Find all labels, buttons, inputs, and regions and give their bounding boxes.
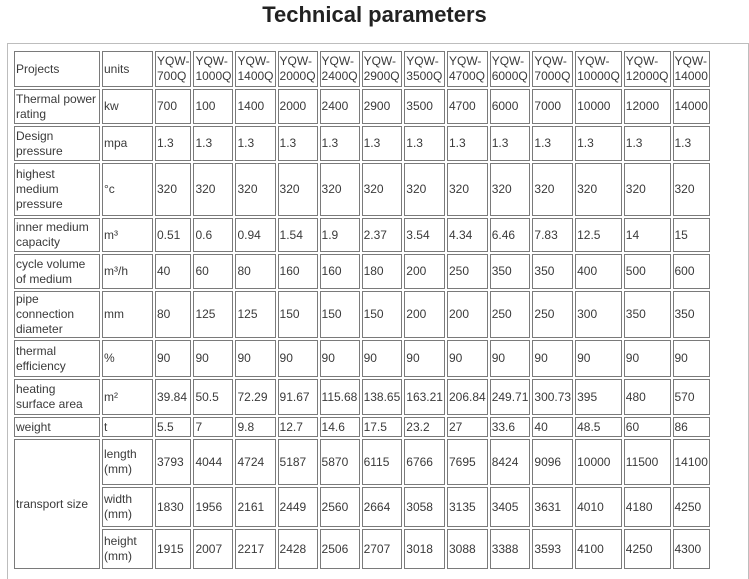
model-suffix: 2900Q (363, 69, 400, 83)
model-header (278, 51, 318, 87)
model-header (362, 51, 403, 87)
parameter-value: 60 (624, 417, 671, 437)
model-prefix: YQW- (406, 54, 439, 68)
parameter-value: 90 (404, 340, 445, 377)
parameter-value: 3.54 (404, 218, 445, 252)
parameter-value: 33.6 (490, 417, 531, 437)
parameter-value: 160 (320, 254, 360, 289)
parameter-value: 1.3 (155, 126, 191, 161)
model-suffix: 700Q (157, 69, 187, 83)
table-row (14, 487, 710, 527)
model-suffix: 10000Q (577, 69, 620, 83)
parameter-name: highest medium pressure (14, 163, 100, 216)
parameter-value: 138.65 (362, 379, 403, 415)
model-suffix: 12000Q (625, 69, 669, 83)
model-header (532, 51, 573, 87)
transport-value: 6115 (362, 439, 403, 485)
transport-value: 1956 (193, 487, 233, 527)
parameter-value: 90 (362, 340, 403, 377)
parameter-value: 320 (404, 163, 445, 216)
transport-size-label: transport size (14, 439, 100, 569)
transport-value: 2428 (278, 529, 318, 569)
parameter-value: 1.9 (320, 218, 360, 252)
model-suffix: 7000Q (534, 69, 571, 83)
parameter-value: 1.3 (624, 126, 671, 161)
parameter-value: 6000 (490, 89, 531, 124)
parameter-value: 150 (320, 291, 360, 338)
parameter-value: 2.37 (362, 218, 403, 252)
parameter-value: 320 (155, 163, 191, 216)
model-header (575, 51, 622, 87)
header-units: units (102, 51, 153, 87)
parameter-value: 320 (624, 163, 671, 216)
table-row (14, 89, 710, 124)
parameter-unit: m² (102, 379, 153, 415)
parameter-value: 150 (362, 291, 403, 338)
transport-value: 2161 (235, 487, 275, 527)
transport-value: 2707 (362, 529, 403, 569)
parameter-unit: kw (102, 89, 153, 124)
header-projects: Projects (14, 51, 100, 87)
table-row (14, 51, 710, 87)
parameter-value: 150 (278, 291, 318, 338)
parameter-value: 60 (193, 254, 233, 289)
parameter-unit: m³ (102, 218, 153, 252)
transport-value: 3593 (532, 529, 573, 569)
transport-value: 2007 (193, 529, 233, 569)
parameter-value: 27 (447, 417, 488, 437)
parameter-value: 15 (673, 218, 710, 252)
parameter-value: 600 (673, 254, 710, 289)
transport-value: 4250 (673, 487, 710, 527)
parameter-value: 350 (532, 254, 573, 289)
parameter-name: thermal efficiency (14, 340, 100, 377)
parameter-name: Design pressure (14, 126, 100, 161)
parameter-value: 300 (575, 291, 622, 338)
table-row (14, 417, 710, 437)
parameter-value: 90 (624, 340, 671, 377)
transport-value: 4100 (575, 529, 622, 569)
parameter-value: 40 (532, 417, 573, 437)
transport-value: 4250 (624, 529, 671, 569)
technical-parameters-table (12, 49, 712, 571)
transport-value: 3793 (155, 439, 191, 485)
parameter-value: 7 (193, 417, 233, 437)
parameter-unit: mpa (102, 126, 153, 161)
transport-value: 10000 (575, 439, 622, 485)
parameter-value: 1400 (235, 89, 275, 124)
parameter-value: 2000 (278, 89, 318, 124)
model-prefix: YQW- (279, 54, 312, 68)
parameter-name: inner medium capacity (14, 218, 100, 252)
transport-dimension: height (mm) (102, 529, 153, 569)
parameter-value: 125 (235, 291, 275, 338)
transport-value: 4724 (235, 439, 275, 485)
parameter-value: 300.73 (532, 379, 573, 415)
transport-value: 6766 (404, 439, 445, 485)
parameter-value: 320 (490, 163, 531, 216)
parameter-name: Thermal power rating (14, 89, 100, 124)
transport-value: 3631 (532, 487, 573, 527)
transport-value: 2449 (278, 487, 318, 527)
model-prefix: YQW- (195, 54, 228, 68)
parameter-value: 700 (155, 89, 191, 124)
table-row (14, 254, 710, 289)
parameter-value: 90 (278, 340, 318, 377)
parameter-value: 90 (447, 340, 488, 377)
parameter-value: 570 (673, 379, 710, 415)
parameter-unit: % (102, 340, 153, 377)
parameter-value: 180 (362, 254, 403, 289)
transport-value: 3058 (404, 487, 445, 527)
parameter-value: 90 (320, 340, 360, 377)
transport-value: 4010 (575, 487, 622, 527)
parameter-value: 90 (575, 340, 622, 377)
parameter-value: 10000 (575, 89, 622, 124)
parameter-value: 0.6 (193, 218, 233, 252)
transport-value: 5187 (278, 439, 318, 485)
transport-value: 2506 (320, 529, 360, 569)
parameter-value: 1.3 (490, 126, 531, 161)
parameter-value: 320 (278, 163, 318, 216)
table-row (14, 218, 710, 252)
model-suffix: 4700Q (448, 69, 486, 83)
parameter-value: 1.3 (278, 126, 318, 161)
parameter-value: 2900 (362, 89, 403, 124)
parameter-value: 90 (490, 340, 531, 377)
transport-value: 2664 (362, 487, 403, 527)
parameter-value: 125 (193, 291, 233, 338)
parameter-value: 23.2 (404, 417, 445, 437)
model-suffix: 1400Q (237, 69, 274, 83)
transport-value: 8424 (490, 439, 531, 485)
table-row (14, 439, 710, 485)
parameter-value: 320 (362, 163, 403, 216)
parameter-value: 0.51 (155, 218, 191, 252)
parameter-value: 1.3 (235, 126, 275, 161)
parameter-value: 17.5 (362, 417, 403, 437)
model-prefix: YQW- (321, 54, 354, 68)
parameter-name: heating surface area (14, 379, 100, 415)
parameter-value: 39.84 (155, 379, 191, 415)
transport-value: 3088 (447, 529, 488, 569)
page-title: Technical parameters (262, 2, 487, 27)
parameter-value: 250 (447, 254, 488, 289)
model-prefix: YQW- (237, 54, 270, 68)
parameter-value: 320 (235, 163, 275, 216)
model-header (447, 51, 488, 87)
parameter-value: 90 (673, 340, 710, 377)
parameter-value: 1.3 (404, 126, 445, 161)
parameter-value: 1.3 (362, 126, 403, 161)
transport-value: 3018 (404, 529, 445, 569)
transport-value: 3405 (490, 487, 531, 527)
model-header (490, 51, 531, 87)
parameter-value: 1.3 (673, 126, 710, 161)
parameter-name: weight (14, 417, 100, 437)
parameter-value: 350 (624, 291, 671, 338)
parameter-value: 500 (624, 254, 671, 289)
parameter-value: 4.34 (447, 218, 488, 252)
transport-value: 3388 (490, 529, 531, 569)
transport-value: 2217 (235, 529, 275, 569)
parameter-value: 80 (235, 254, 275, 289)
table-row (14, 379, 710, 415)
parameter-value: 90 (532, 340, 573, 377)
parameter-value: 115.68 (320, 379, 360, 415)
parameter-name: pipe connection diameter (14, 291, 100, 338)
parameter-value: 5.5 (155, 417, 191, 437)
parameter-unit: mm (102, 291, 153, 338)
parameter-value: 206.84 (447, 379, 488, 415)
parameter-value: 163.21 (404, 379, 445, 415)
parameter-value: 400 (575, 254, 622, 289)
model-prefix: YQW- (534, 54, 567, 68)
transport-value: 4044 (193, 439, 233, 485)
model-suffix: 14000 (674, 69, 708, 83)
model-prefix: YQW- (448, 54, 482, 68)
transport-value: 1915 (155, 529, 191, 569)
parameter-value: 0.94 (235, 218, 275, 252)
parameter-value: 1.3 (447, 126, 488, 161)
parameter-value: 395 (575, 379, 622, 415)
parameter-value: 80 (155, 291, 191, 338)
parameter-value: 100 (193, 89, 233, 124)
parameter-value: 3500 (404, 89, 445, 124)
parameter-value: 14000 (673, 89, 710, 124)
parameter-unit: m³/h (102, 254, 153, 289)
transport-value: 7695 (447, 439, 488, 485)
model-prefix: YQW- (577, 54, 610, 68)
model-header (235, 51, 275, 87)
parameter-value: 1.3 (320, 126, 360, 161)
parameter-value: 1.3 (575, 126, 622, 161)
parameter-value: 72.29 (235, 379, 275, 415)
parameter-value: 40 (155, 254, 191, 289)
parameter-value: 350 (673, 291, 710, 338)
parameter-value: 12.7 (278, 417, 318, 437)
transport-value: 5870 (320, 439, 360, 485)
parameter-value: 14 (624, 218, 671, 252)
table-row (14, 340, 710, 377)
table-row (14, 529, 710, 569)
parameter-value: 250 (490, 291, 531, 338)
parameter-value: 50.5 (193, 379, 233, 415)
parameter-value: 4700 (447, 89, 488, 124)
transport-dimension: width (mm) (102, 487, 153, 527)
transport-value: 9096 (532, 439, 573, 485)
model-prefix: YQW- (625, 54, 659, 68)
table-row (14, 163, 710, 216)
parameter-value: 200 (447, 291, 488, 338)
parameter-value: 90 (235, 340, 275, 377)
model-header (193, 51, 233, 87)
parameter-value: 1.3 (532, 126, 573, 161)
parameter-value: 14.6 (320, 417, 360, 437)
parameter-value: 320 (320, 163, 360, 216)
model-prefix: YQW- (491, 54, 525, 68)
parameter-value: 1.54 (278, 218, 318, 252)
parameter-value: 90 (193, 340, 233, 377)
transport-dimension: length (mm) (102, 439, 153, 485)
transport-value: 1830 (155, 487, 191, 527)
transport-value: 11500 (624, 439, 671, 485)
parameter-value: 91.67 (278, 379, 318, 415)
table-frame (7, 43, 749, 579)
model-header (673, 51, 710, 87)
parameter-unit: °c (102, 163, 153, 216)
parameter-value: 9.8 (235, 417, 275, 437)
parameter-unit: t (102, 417, 153, 437)
table-row (14, 291, 710, 338)
model-suffix: 2000Q (279, 69, 316, 83)
model-suffix: 3500Q (406, 69, 443, 83)
transport-value: 2560 (320, 487, 360, 527)
parameter-value: 1.3 (193, 126, 233, 161)
parameter-value: 12.5 (575, 218, 622, 252)
parameter-value: 12000 (624, 89, 671, 124)
parameter-value: 249.71 (490, 379, 531, 415)
parameter-value: 7.83 (532, 218, 573, 252)
model-prefix: YQW- (363, 54, 397, 68)
transport-value: 4300 (673, 529, 710, 569)
model-header (155, 51, 191, 87)
parameter-value: 2400 (320, 89, 360, 124)
parameter-value: 320 (673, 163, 710, 216)
model-suffix: 2400Q (321, 69, 358, 83)
model-header (320, 51, 360, 87)
model-prefix: YQW- (674, 54, 707, 68)
table-row (14, 126, 710, 161)
parameter-name: cycle volume of medium (14, 254, 100, 289)
transport-value: 4180 (624, 487, 671, 527)
model-suffix: 6000Q (491, 69, 528, 83)
model-header (404, 51, 445, 87)
transport-value: 14100 (673, 439, 710, 485)
model-header (624, 51, 671, 87)
parameter-value: 320 (575, 163, 622, 216)
parameter-value: 200 (404, 254, 445, 289)
parameter-value: 6.46 (490, 218, 531, 252)
parameter-value: 86 (673, 417, 710, 437)
parameter-value: 320 (193, 163, 233, 216)
transport-value: 3135 (447, 487, 488, 527)
model-prefix: YQW- (157, 54, 190, 68)
parameter-value: 200 (404, 291, 445, 338)
parameter-value: 7000 (532, 89, 573, 124)
model-suffix: 1000Q (195, 69, 232, 83)
parameter-value: 90 (155, 340, 191, 377)
parameter-value: 250 (532, 291, 573, 338)
parameter-value: 480 (624, 379, 671, 415)
parameter-value: 350 (490, 254, 531, 289)
parameter-value: 48.5 (575, 417, 622, 437)
parameter-value: 320 (447, 163, 488, 216)
parameter-value: 160 (278, 254, 318, 289)
parameter-value: 320 (532, 163, 573, 216)
